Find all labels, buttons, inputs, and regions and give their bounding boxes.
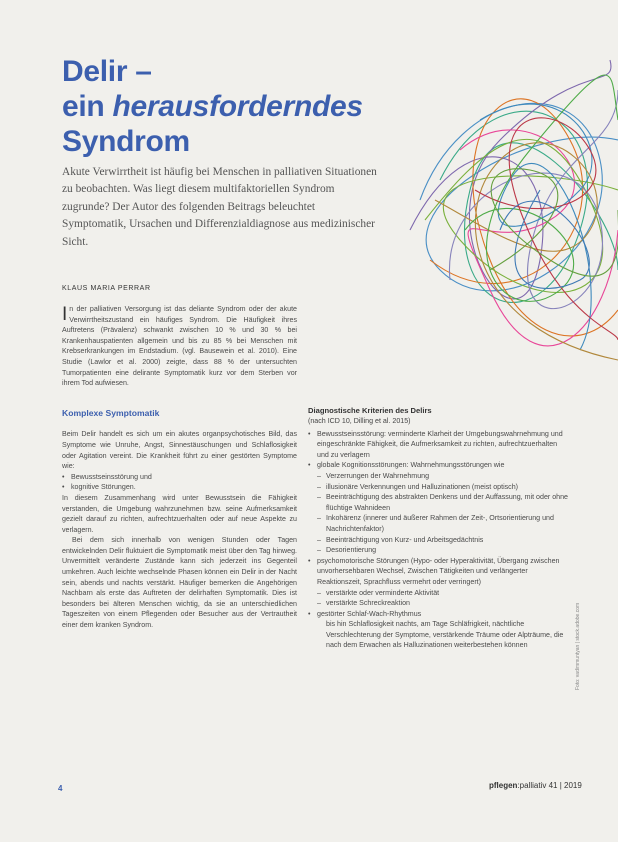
intro-text: n der palliativen Versorgung ist das deliante Syndrom oder der akute Verwirrtheitszustand ein häufiges Syndrom. Die Häufigkeit ihres Auftretens (Prävalenz) schwankt zwischen 10 % und 30 % bei Krankenhauspatienten allgemein und bis zu 85 % bei Menschen mit Krebserkrankungen im Endstadium. (vgl. Bausewein et al. 2010). Eine Studie (Lawlor et al. 2000) zeigte, dass 88 % der untersuchten Tumorpatienten eine delirante Symptomatik kurz vor dem Sterben vor ihrem Tod aufwiesen. xyxy=(62,305,297,388)
brand-bold: pflegen xyxy=(489,781,518,790)
body-column-left xyxy=(62,304,297,631)
list-item: – Beeinträchtigung von Kurz- und Arbeitsgedächtnis xyxy=(317,535,570,546)
dropcap: I xyxy=(62,304,68,325)
criteria-b2-label: globale Kognitionsstörungen: Wahrnehmungsstörungen wie xyxy=(317,461,505,470)
criteria-heading: Diagnostische Kriterien des Delirs xyxy=(308,406,432,415)
criteria-list xyxy=(308,429,570,651)
page-number: 4 xyxy=(58,784,63,793)
list-item: – verstärkte oder verminderte Aktivität xyxy=(317,588,570,599)
section-heading: Komplexe Symptomatik xyxy=(62,407,160,418)
author-byline: KLAUS MARIA PERRAR xyxy=(62,285,151,292)
title-line-3: Syndrom xyxy=(62,125,190,158)
list-item: – Beeinträchtigung des abstrakten Denkens und der Auffassung, mit oder ohne flüchtige Wahnideen xyxy=(317,492,570,513)
section-paragraph-2: In diesem Zusammenhang wird unter Bewusstsein die Fähigkeit verstanden, die Umgebung wahrzunehmen bzw. seine Aufmerksamkeit gezielt darauf zu richten, aufrechtzuerhalten oder auf neue Aspekte zu verlagern. xyxy=(62,493,297,534)
title-emphasis: herausforderndes xyxy=(112,90,363,123)
title-line-2-prefix: ein xyxy=(62,90,113,123)
criteria-b4-text: bis hin Schlaflosigkeit nachts, am Tage Schläfrigkeit, nächtliche Verschlechterung der Symptome, verstärkende Träume oder Alpträume, die nach dem Erwachen als Halluzinationen weiterbestehen können xyxy=(326,620,564,650)
magazine-brand xyxy=(489,781,582,790)
criteria-b3-label: psychomotorische Störungen (Hypo- oder Hyperaktivität, Übergang zwischen unvorhersehbaren Wechsel, Zwischen Tätigkeiten und verlängerter Reaktionszeit, Sprachfluss vermehrt oder verringert) xyxy=(317,556,560,586)
article-title xyxy=(62,54,422,159)
criteria-source: (nach ICD 10, Dilling et al. 2015) xyxy=(308,417,411,425)
criteria-box xyxy=(308,406,570,651)
list-item xyxy=(308,609,570,651)
list-item: – verstärkte Schreckreaktion xyxy=(317,598,570,609)
section-paragraph-3: Bei dem sich innerhalb von wenigen Stunden oder Tagen entwickelnden Delir fluktuiert die Symptomatik meist über den Tag hinweg. Unvermittelt veränderte Zustände kann sich jederzeit ins Gegenteil umkehren. Auch leichte wechselnde Phasen können ein Delir in der Nacht sein, abends und nachts verstärkt. Häufiger bemerken die Angehörigen Nachbarn als erste das Auftreten der delirhaften Symptomatik. Dies ist besonders bei älteren Menschen wichtig, da sie an unterschiedlichen Tageszeiten von einem Pflegenden oder Besucher aus der Vertrautheit einer dem kranken Syndrom. xyxy=(62,536,297,630)
list-item: – illusionäre Verkennungen und Halluzinationen (meist optisch) xyxy=(317,482,570,493)
criteria-b3-sublist xyxy=(317,588,570,609)
title-line-1: Delir – xyxy=(62,55,152,88)
issue-number: 41 | 2019 xyxy=(548,781,582,790)
section-bullet-list xyxy=(62,472,297,493)
list-item: – Desorientierung xyxy=(317,545,570,556)
list-item: – Inkohärenz (innerer und äußerer Rahmen der Zeit-, Ortsorientierung und Nachrichtenfaktor) xyxy=(317,513,570,534)
list-item xyxy=(308,460,570,555)
section-paragraph-1: Beim Delir handelt es sich um ein akutes organpsychotisches Bild, das Symptome wie Unruhe, Angst, Sinnestäuschungen und Schlaflosigkeit oder Agitation vereint. Die Krankheit führt zu einer gestörten Symptome wie: xyxy=(62,430,297,471)
photo-credit: Foto: vadimmuntyan | stock.adobe.com xyxy=(575,602,581,690)
list-item: – Verzerrungen der Wahrnehmung xyxy=(317,471,570,482)
title-line-2 xyxy=(62,89,422,124)
lead-paragraph: Akute Verwirrtheit ist häufig bei Menschen in palliativen Situationen zu beobachten. Was liegt diesem multifaktoriellen Syndrom zugrunde? Der Autor des folgenden Beitrags beleuchtet Symptomatik, Ursachen und Differenzialdiagnose aus medizinischer Sicht. xyxy=(62,166,377,248)
list-item: • Bewusstseinsstörung und xyxy=(62,472,297,483)
list-item: • Bewusstseinsstörung: verminderte Klarheit der Umgebungswahrnehmung und eingeschränkte Fähigkeit, die Aufmerksamkeit zu richten, aufrechtzuerhalten und zu verlagern xyxy=(308,429,570,461)
intro-paragraph xyxy=(62,304,297,389)
list-item: • kognitive Störungen. xyxy=(62,482,297,493)
list-item xyxy=(308,556,570,609)
criteria-b4-label: gestörter Schlaf-Wach-Rhythmus xyxy=(317,609,422,618)
brand-rest: :palliativ xyxy=(517,781,547,790)
criteria-b2-sublist xyxy=(317,471,570,556)
